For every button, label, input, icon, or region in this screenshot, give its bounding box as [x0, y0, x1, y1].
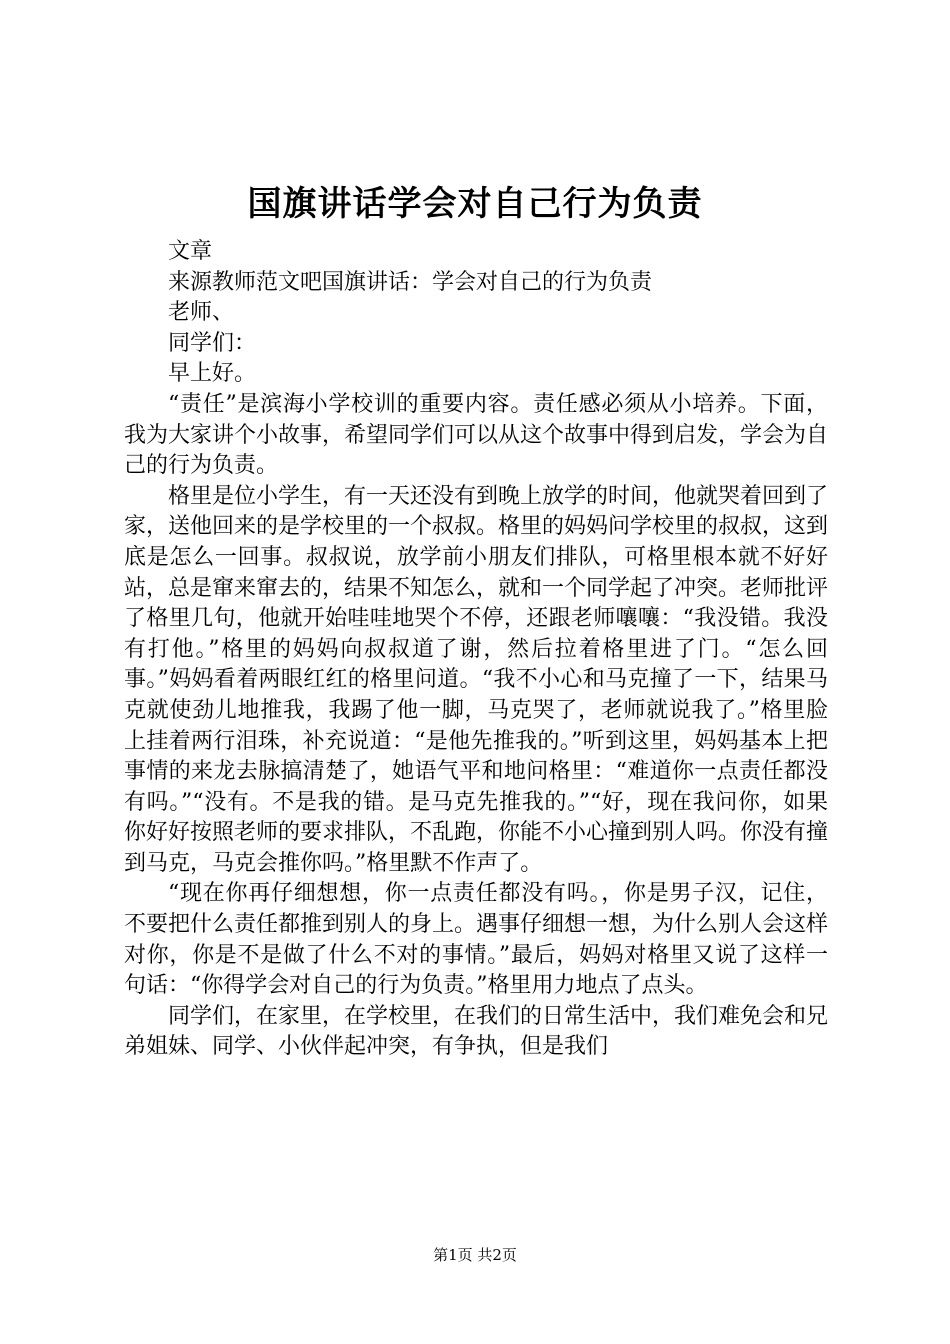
paragraph-greeting-teachers: 老师、 [168, 300, 235, 326]
paragraph-conclusion: 同学们，在家里，在学校里，在我们的日常生活中，我们难免会和兄弟姐妹、同学、小伙伴起冲突，有争执，但是我们 [124, 1003, 829, 1060]
page-footer: 第1页 共2页 [433, 1246, 517, 1264]
document-title: 国旗讲话学会对自己行为负责 [247, 184, 703, 224]
paragraph-introduction: “责任”是滨海小学校训的重要内容。责任感必须从小培养。下面，我为大家讲个小故事，希望同学们可以从这个故事中得到启发，学会为自己的行为负责。 [124, 391, 829, 479]
paragraph-article-label: 文章 [168, 239, 213, 264]
document-body [124, 237, 828, 1063]
paragraph-lesson: “现在你再仔细想想，你一点责任都没有吗。，你是男子汉，记住，不要把什么责任都推到别人的身上。遇事仔细想一想，为什么别人会这样对你，你是不是做了什么不对的事情。”最后，妈妈对格里又说了这样一句话：“你得学会对自己的行为负责。”格里用力地点了点头。 [124, 881, 829, 999]
paragraph-source: 来源教师范文吧国旗讲话：学会对自己的行为负责 [168, 269, 653, 295]
paragraph-greeting-students: 同学们： [168, 330, 257, 356]
paragraph-good-morning: 早上好。 [168, 361, 257, 387]
paragraph-story: 格里是位小学生，有一天还没有到晚上放学的时间，他就哭着回到了家，送他回来的是学校里的一个叔叔。格里的妈妈问学校里的叔叔，这到底是怎么一回事。叔叔说，放学前小朋友们排队，可格里根本就不好好站，总是窜来窜去的，结果不知怎么，就和一个同学起了冲突。老师批评了格里几句，他就开始哇哇地哭个不停，还跟老师嚷嚷：“我没错。我没有打他。”格里的妈妈向叔叔道了谢，然后拉着格里进了门。“怎么回事。”妈妈看着两眼红红的格里问道。“我不小心和马克撞了一下，结果马克就使劲儿地推我，我踢了他一脚，马克哭了，老师就说我了。”格里脸上挂着两行泪珠，补充说道：“是他先推我的。”听到这里，妈妈基本上把事情的来龙去脉搞清楚了，她语气平和地问格里：“难道你一点责任都没有吗。”“没有。不是我的错。是马克先推我的。”“好，现在我问你，如果你好好按照老师的要求排队，不乱跑，你能不小心撞到别人吗。你没有撞到马克，马克会推你吗。”格里默不作声了。 [124, 483, 829, 876]
